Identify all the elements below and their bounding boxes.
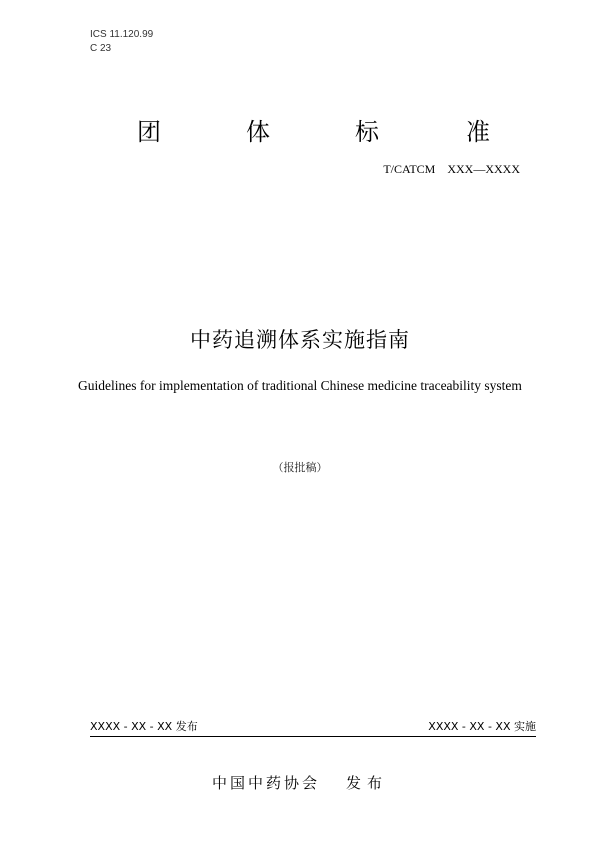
- publisher-action: 发布: [346, 774, 389, 792]
- standard-type-heading: [0, 115, 600, 149]
- footer-rule: [90, 736, 536, 737]
- ics-code: ICS 11.120.99: [90, 29, 154, 40]
- draft-status: （报批稿）: [272, 461, 328, 474]
- title-english: Guidelines for implementation of traditional Chinese medicine traceability system: [78, 378, 522, 393]
- standard-type-char: 准: [466, 118, 490, 146]
- standard-code: T/CATCM XXX—XXXX: [383, 162, 520, 176]
- publish-date: XXXX - XX - XX 发布: [90, 720, 198, 733]
- standard-type-char: 标: [355, 118, 379, 146]
- publisher-line: [0, 772, 600, 794]
- implement-date: XXXX - XX - XX 实施: [428, 720, 536, 733]
- standard-type-char: 体: [246, 118, 270, 146]
- publisher-organization: 中国中药协会: [211, 774, 320, 792]
- classification-codes: [90, 28, 153, 56]
- date-row: [90, 718, 536, 736]
- title-chinese: 中药追溯体系实施指南: [190, 328, 410, 352]
- ccs-code: C 23: [90, 43, 112, 54]
- standard-type-char: 团: [137, 118, 161, 146]
